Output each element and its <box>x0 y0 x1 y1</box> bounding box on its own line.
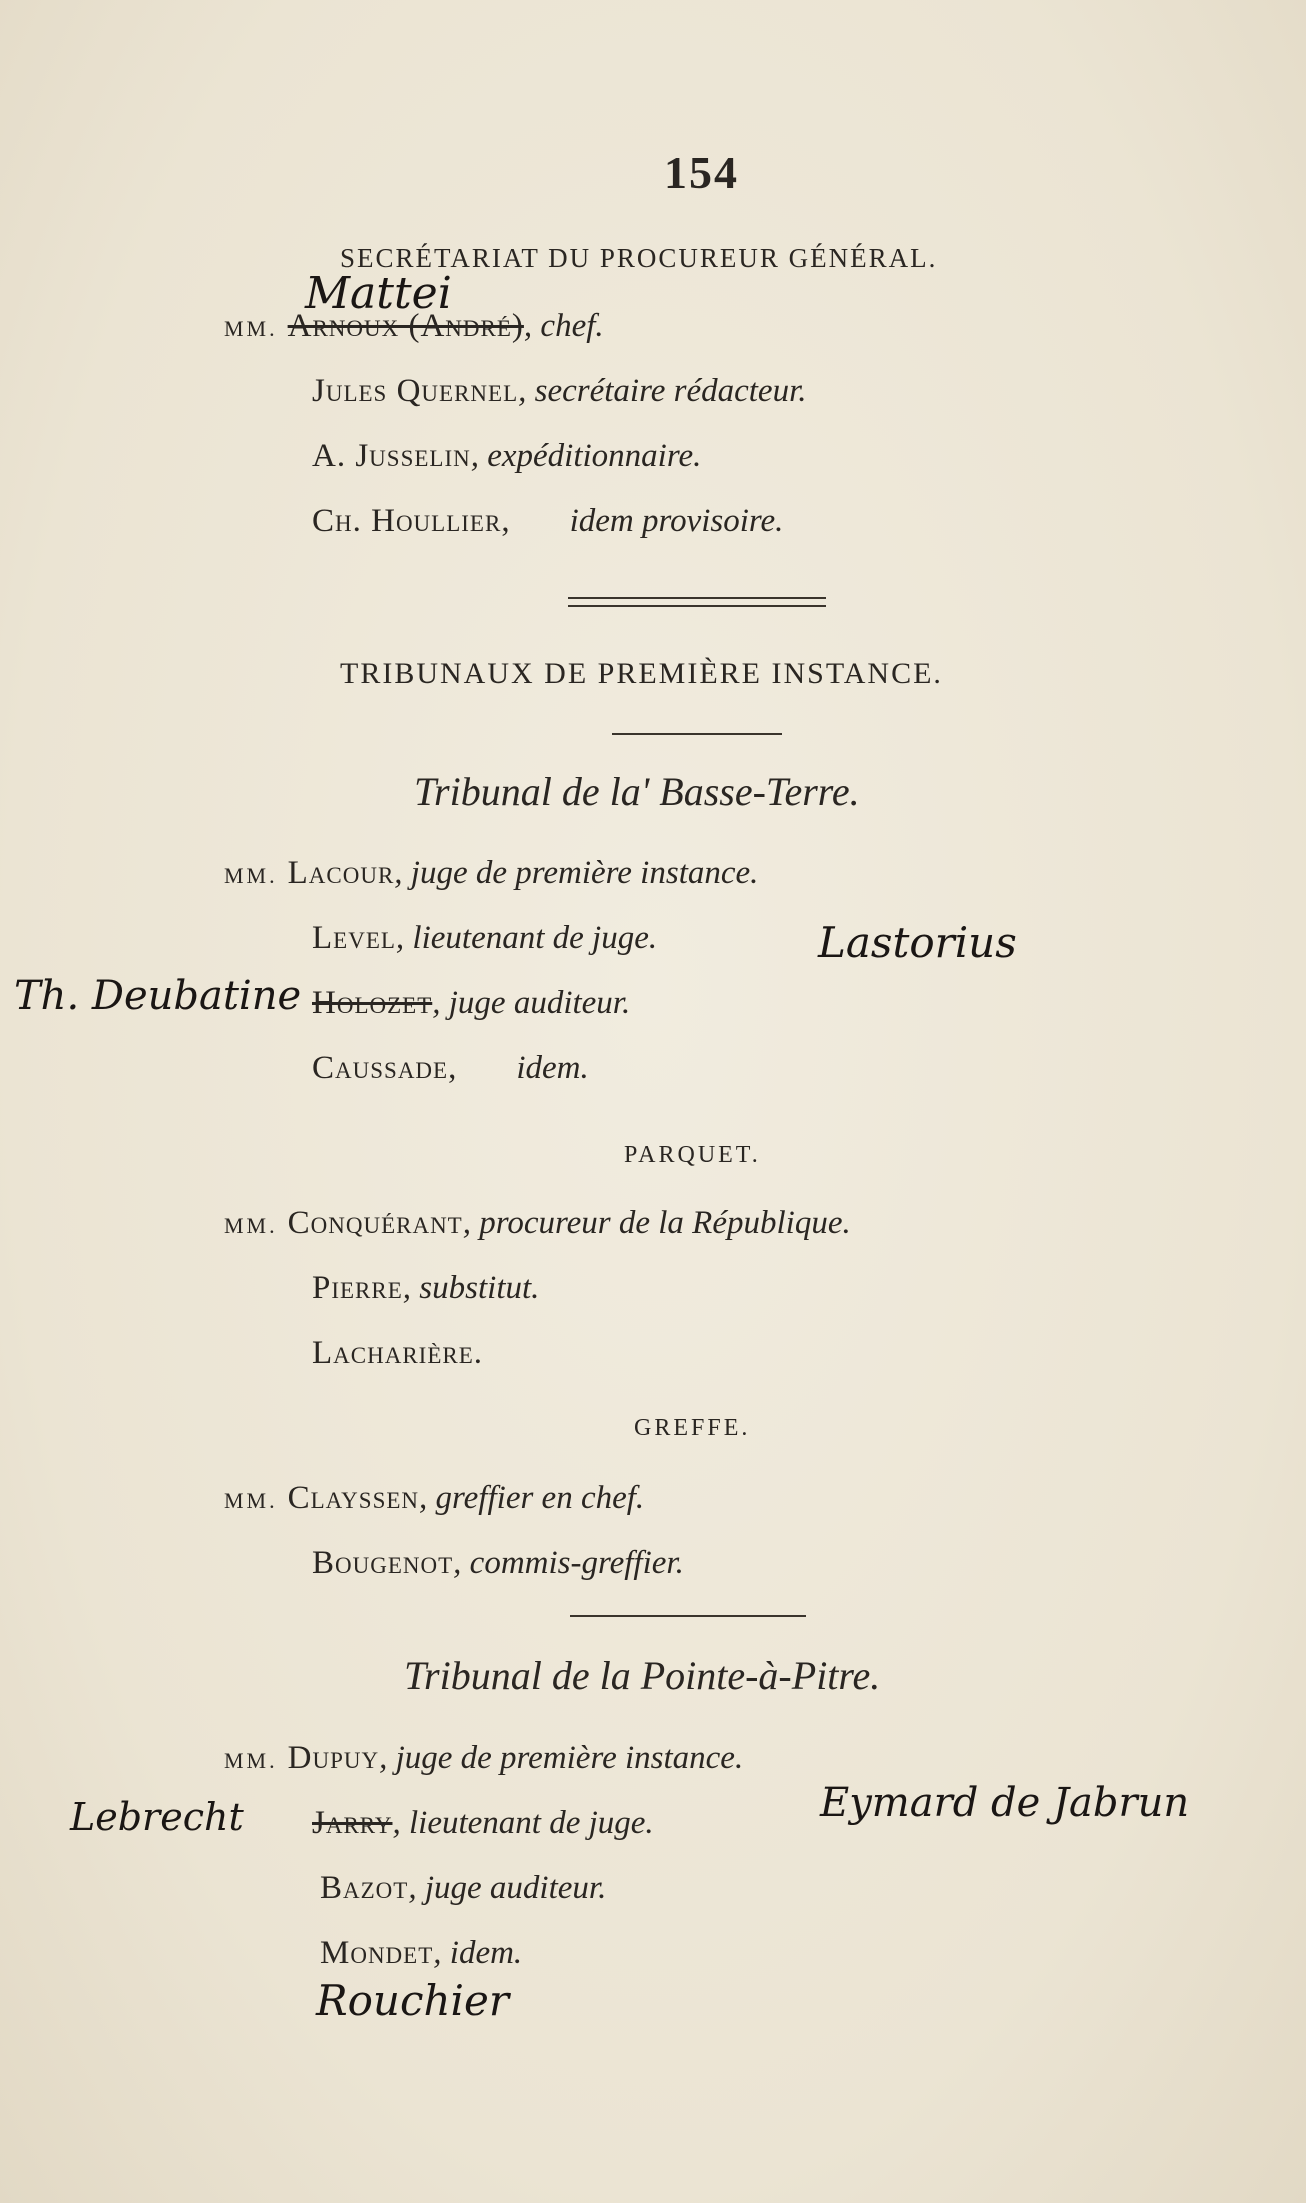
handwritten-replacement-secretariat-chef: Mattei <box>305 268 452 319</box>
list-item <box>224 855 758 892</box>
list-item <box>312 920 657 957</box>
role: , commis-greffier. <box>453 1545 684 1581</box>
mm-prefix: MM. <box>224 316 278 341</box>
list-item <box>312 1335 482 1372</box>
role: , idem. <box>433 1935 523 1971</box>
list-item <box>312 503 783 540</box>
mm-prefix: MM. <box>224 1488 278 1513</box>
person-name: Lacharière <box>312 1335 474 1371</box>
role: , greffier en chef. <box>419 1480 645 1516</box>
person-name: Clayssen <box>287 1480 420 1516</box>
role: , juge auditeur. <box>432 985 631 1021</box>
person-name: Conquérant <box>287 1205 463 1241</box>
section-divider <box>570 1615 806 1617</box>
handwritten-annotation-right: Eymard de Jabrun <box>820 1780 1190 1826</box>
person-name: Dupuy <box>287 1740 380 1776</box>
person-name: Caussade <box>312 1050 449 1086</box>
mm-prefix: MM. <box>224 1748 278 1773</box>
person-name: Bougenot <box>312 1545 454 1581</box>
role: , secrétaire rédacteur. <box>518 373 807 409</box>
role: , substitut. <box>402 1270 540 1306</box>
role: idem provisoire. <box>569 503 784 539</box>
role: , expéditionnaire. <box>470 438 702 474</box>
section-divider <box>568 597 826 607</box>
list-item <box>312 1050 589 1087</box>
list-item <box>312 985 630 1022</box>
greffe-heading: GREFFE. <box>634 1415 751 1441</box>
person-name: Jules Quernel <box>312 373 519 409</box>
list-item <box>224 1205 851 1242</box>
struck-name: Holozet <box>312 985 433 1021</box>
list-item <box>312 1270 539 1307</box>
list-item <box>312 373 807 410</box>
role: , juge de première instance. <box>394 855 759 891</box>
person-name: Bazot <box>320 1870 409 1906</box>
role: , lieutenant de juge. <box>392 1805 654 1841</box>
page-number: 154 <box>664 147 739 198</box>
role: , lieutenant de juge. <box>395 920 658 956</box>
list-item <box>224 1740 743 1777</box>
person-name: Mondet <box>320 1935 434 1971</box>
heading-rule <box>612 733 782 735</box>
mm-prefix: MM. <box>224 1213 278 1238</box>
mm-prefix: MM. <box>224 863 278 888</box>
struck-name: Arnoux (André) <box>287 308 524 344</box>
list-item <box>312 1545 684 1582</box>
role: , juge de première instance. <box>379 1740 744 1776</box>
person-name: Lacour <box>287 855 395 891</box>
tribunal-title-pointe-a-pitre: Tribunal de la Pointe-à-Pitre. <box>404 1653 881 1698</box>
person-name: Pierre <box>312 1270 403 1306</box>
tribunal-title-basse-terre: Tribunal de la' Basse-Terre. <box>414 769 860 814</box>
struck-name: Jarry <box>312 1805 393 1841</box>
list-item <box>224 308 604 345</box>
period: . <box>473 1335 483 1371</box>
handwritten-replacement-juge-auditeur: Th. Deubatine <box>14 973 302 1019</box>
secretariat-heading: SECRÉTARIAT DU PROCUREUR GÉNÉRAL. <box>340 243 938 273</box>
person-name: A. Jusselin <box>312 438 471 474</box>
comma: , <box>448 1050 457 1086</box>
list-item <box>312 438 701 475</box>
list-item <box>320 1870 606 1907</box>
handwritten-annotation-level: Lastorius <box>818 918 1017 967</box>
list-item <box>312 1805 654 1842</box>
handwritten-replacement-left: Lebrecht <box>70 1795 244 1839</box>
role: , juge auditeur. <box>408 1870 607 1906</box>
tribunaux-heading: TRIBUNAUX DE PREMIÈRE INSTANCE. <box>340 657 943 690</box>
parquet-heading: PARQUET. <box>624 1142 761 1168</box>
handwritten-annotation-below: Rouchier <box>316 1976 509 2025</box>
list-item <box>224 1480 644 1517</box>
list-item <box>320 1935 522 1972</box>
role: , chef. <box>523 308 604 344</box>
person-name: Ch. Houllier <box>312 503 502 539</box>
role: idem. <box>516 1050 589 1086</box>
comma: , <box>501 503 510 539</box>
role: , procureur de la République. <box>462 1205 851 1241</box>
person-name: Level <box>312 920 396 956</box>
